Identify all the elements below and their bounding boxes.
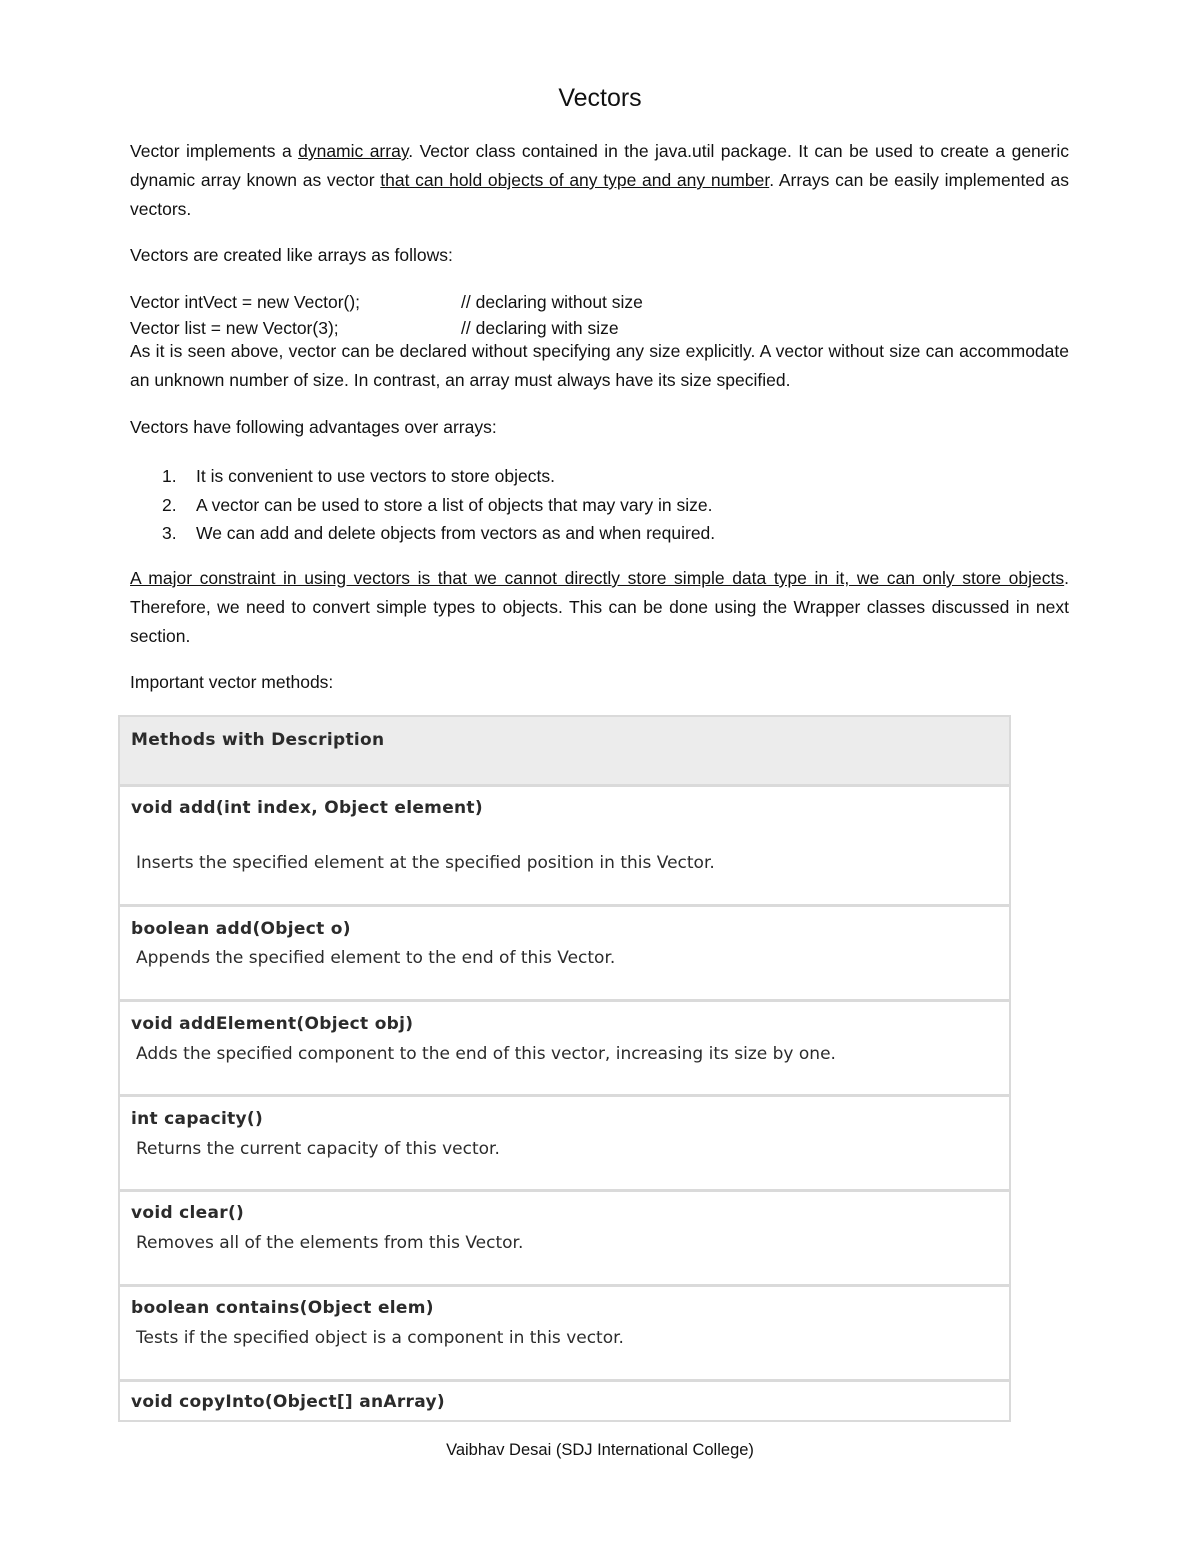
method-signature: boolean add(Object o) xyxy=(131,919,351,939)
intro-text-1: Vector implements a xyxy=(130,141,299,161)
list-text: It is convenient to use vectors to store objects. xyxy=(196,466,555,486)
method-signature: void clear() xyxy=(131,1203,245,1223)
list-item xyxy=(130,491,715,520)
list-text: We can add and delete objects from vectors as and when required. xyxy=(196,523,716,543)
table-row xyxy=(120,1382,1009,1420)
table-row xyxy=(120,1287,1009,1382)
list-text: A vector can be used to store a list of objects that may vary in size. xyxy=(196,494,713,515)
page-title: Vectors xyxy=(558,84,642,112)
advantages-list xyxy=(130,462,715,548)
intro-underlined-1: dynamic array xyxy=(298,141,409,161)
advantages-heading: Vectors have following advantages over arrays: xyxy=(130,417,497,437)
method-description: Removes all of the elements from this Vector. xyxy=(136,1233,524,1253)
code-statement: Vector list = new Vector(3); xyxy=(130,318,339,338)
code-line xyxy=(130,289,643,315)
table-header-row xyxy=(120,717,1009,787)
method-signature: boolean contains(Object elem) xyxy=(131,1298,434,1318)
method-description: Inserts the specified element at the specified position in this Vector. xyxy=(136,853,715,873)
intro-underlined-2: that can hold objects of any type and any number xyxy=(380,170,770,190)
list-number: 3. xyxy=(162,523,177,543)
list-item xyxy=(130,462,715,491)
table-row xyxy=(120,907,1009,1002)
list-item xyxy=(130,519,715,548)
list-number: 2. xyxy=(162,494,177,515)
constraint-underlined: A major constraint in using vectors is that we cannot directly store simple data type in it, we can only store objects xyxy=(130,568,1065,588)
method-description: Adds the specified component to the end of this vector, increasing its size by one. xyxy=(136,1044,836,1064)
intro-paragraph xyxy=(130,137,1069,224)
table-header-cell: Methods with Description xyxy=(131,730,385,750)
code-comment: // declaring with size xyxy=(461,318,619,338)
table-row xyxy=(120,1192,1009,1287)
page-footer: Vaibhav Desai (SDJ International College) xyxy=(446,1441,754,1459)
table-row xyxy=(120,787,1009,907)
intro-text-2: . Vector class contained in the java.util package. It can be used to create a generic dynamic array known as vector xyxy=(130,141,1069,190)
created-heading: Vectors are created like arrays as follows: xyxy=(130,245,453,265)
code-comment: // declaring without size xyxy=(461,292,643,312)
method-description: Appends the specified element to the end of this Vector. xyxy=(136,948,616,968)
methods-table xyxy=(118,715,1011,1422)
method-description: Tests if the specified object is a component in this vector. xyxy=(136,1328,624,1348)
method-signature: void add(int index, Object element) xyxy=(131,798,483,818)
intro-text-3: . Arrays can be easily implemented as vectors. xyxy=(130,170,1069,219)
method-description: Returns the current capacity of this vector. xyxy=(136,1139,500,1159)
methods-heading: Important vector methods: xyxy=(130,672,334,692)
constraint-text: . Therefore, we need to convert simple types to objects. This can be done using the Wrapper classes discussed in next section. xyxy=(130,568,1069,646)
method-signature: int capacity() xyxy=(131,1109,264,1129)
table-row xyxy=(120,1002,1009,1097)
code-statement: Vector intVect = new Vector(); xyxy=(130,292,361,312)
table-row xyxy=(120,1097,1009,1192)
declaration-explanation: As it is seen above, vector can be declared without specifying any size explicitly. A vector without size can accommodate an unknown number of size. In contrast, an array must always have its size specified. xyxy=(130,341,1069,390)
method-signature: void addElement(Object obj) xyxy=(131,1014,414,1034)
list-number: 1. xyxy=(162,466,177,486)
method-signature: void copyInto(Object[] anArray) xyxy=(131,1392,445,1412)
constraint-paragraph xyxy=(130,564,1069,651)
